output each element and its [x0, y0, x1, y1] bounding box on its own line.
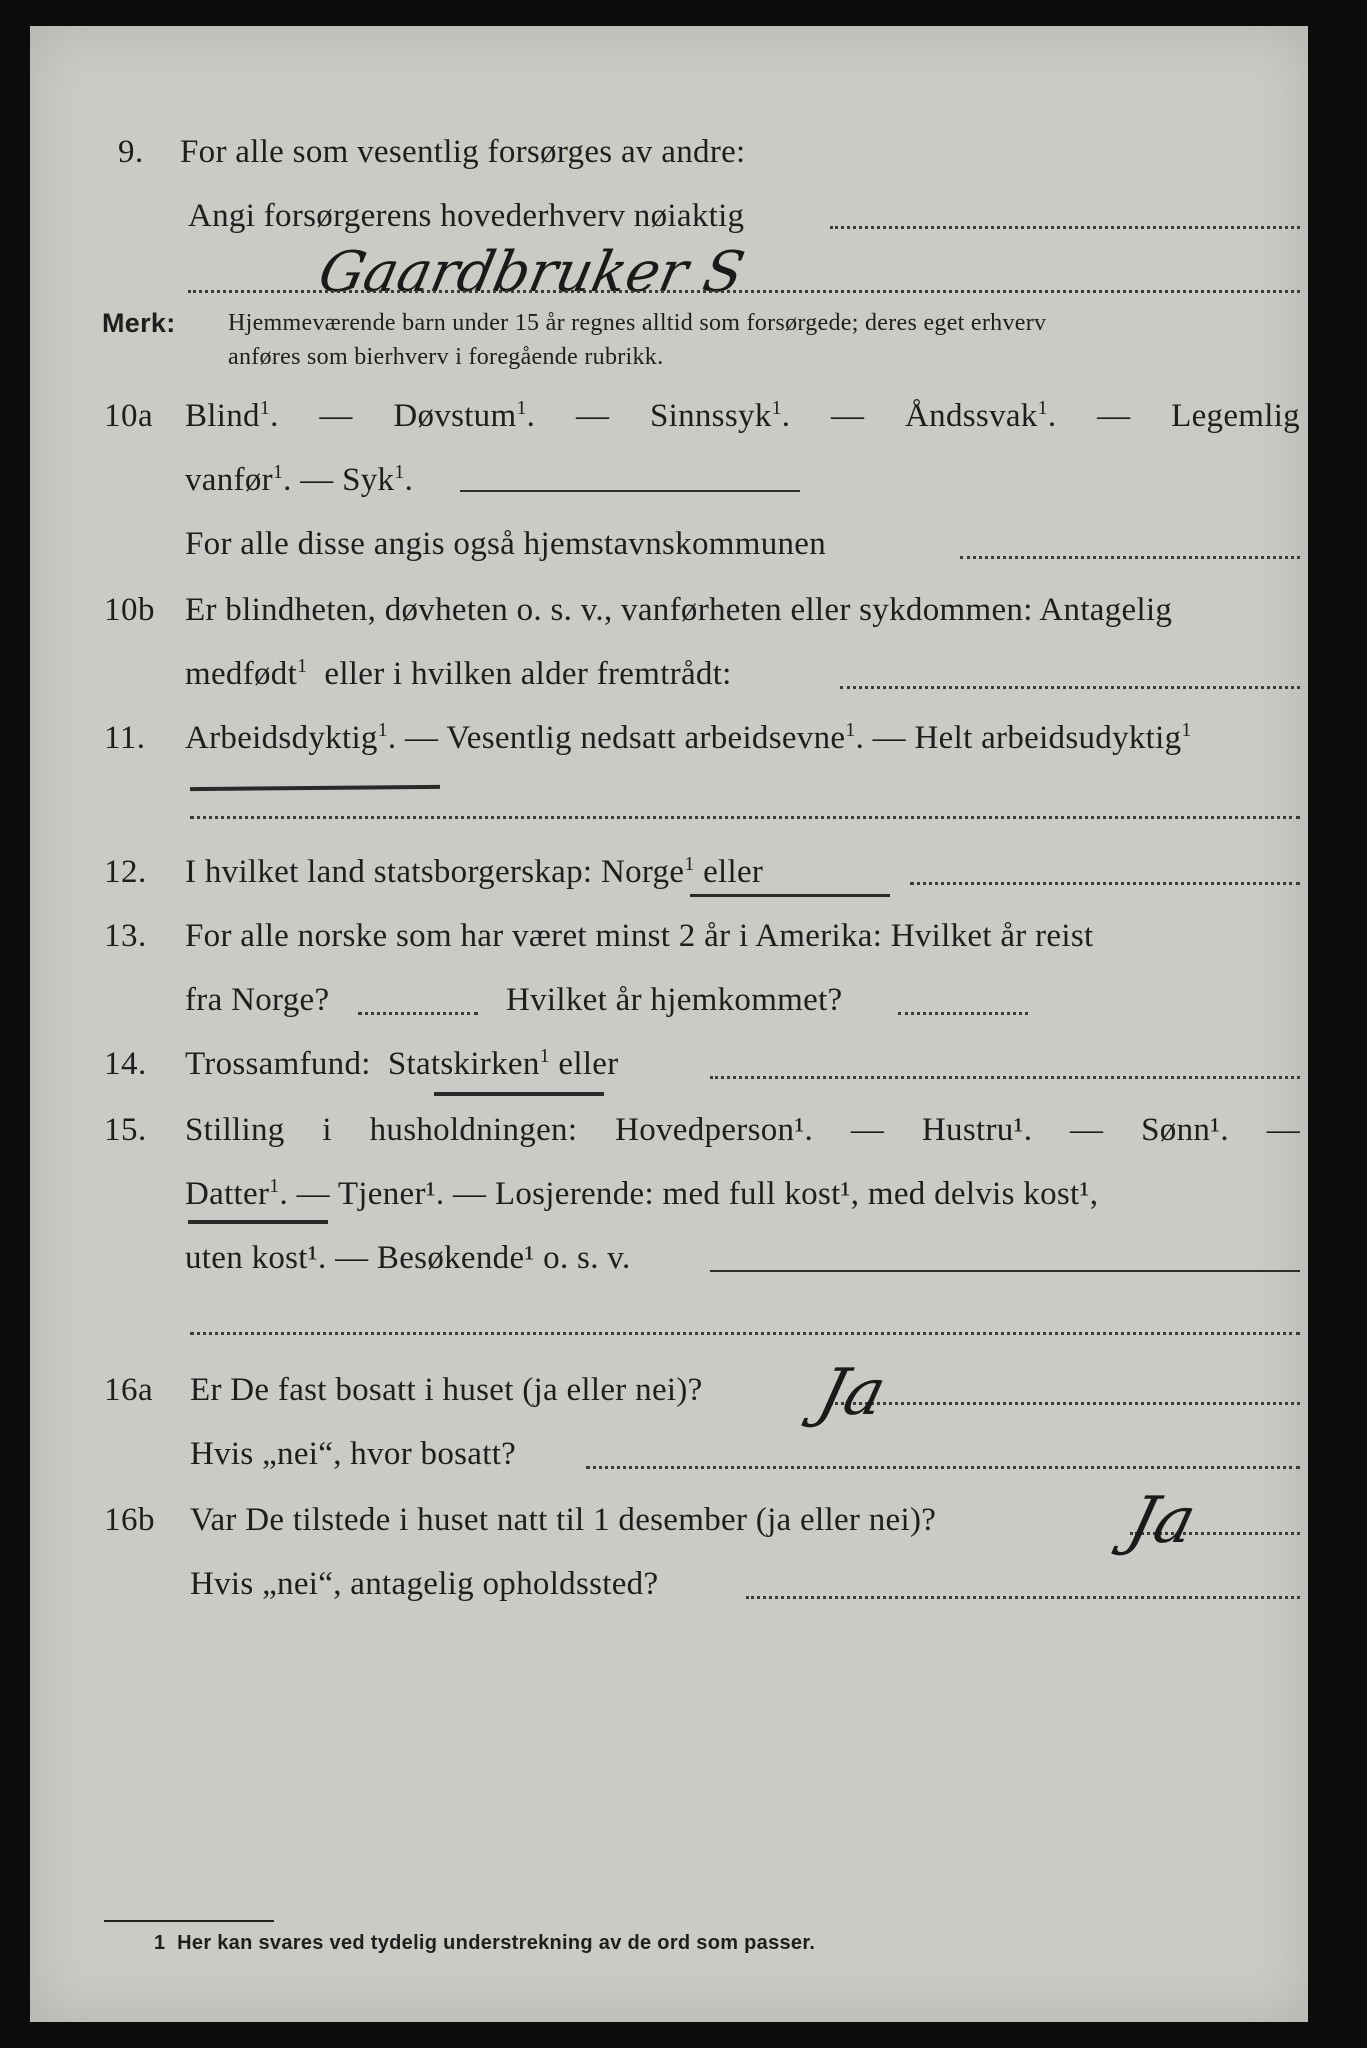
- note-line-1: Hjemmeværende barn under 15 år regnes alltid som forsørgede; deres eget erhverv: [228, 310, 1047, 336]
- note-label: Merk:: [102, 308, 176, 338]
- question-9-text: For alle som vesentlig forsørges av andre:: [180, 134, 746, 170]
- handwritten-underline: [190, 785, 440, 791]
- question-16a-line-2: Hvis „nei“, hvor bosatt?: [190, 1436, 517, 1472]
- answer-line: [188, 290, 1300, 293]
- question-16b-line-2: Hvis „nei“, antagelig opholdssted?: [190, 1566, 659, 1602]
- question-15-line-1: Stilling i husholdningen: Hovedperson¹. — Hustru¹. — Sønn¹. —: [185, 1112, 1300, 1148]
- question-11-text: Arbeidsdyktig$^1$. — Vesentlig nedsatt arbeidsevne$^1$. — Helt arbeidsudyktig$^1$: [185, 719, 1192, 756]
- question-9-number: 9.: [118, 134, 144, 170]
- question-13-number: 13.: [104, 918, 147, 954]
- answer-line: [910, 882, 1300, 885]
- handwritten-underline: [690, 894, 890, 897]
- answer-line: [830, 226, 1300, 229]
- answer-line: [840, 686, 1300, 689]
- option-norge: Norge: [600, 854, 685, 890]
- handwritten-answer-9: Gaardbruker S: [313, 240, 750, 305]
- answer-line: [358, 1012, 478, 1015]
- option-dovstum: Døvstum$^1$.: [393, 397, 536, 434]
- answer-line: [710, 1076, 1300, 1079]
- answer-line: [710, 1270, 1300, 1272]
- question-16b-number: 16b: [104, 1502, 155, 1538]
- answer-line: [898, 1012, 1028, 1015]
- question-14-text: Trossamfund: Statskirken$^1$ eller: [185, 1045, 619, 1082]
- handwritten-underline: [434, 1092, 604, 1096]
- handwritten-underline: [188, 1220, 328, 1224]
- answer-line: [190, 1332, 1300, 1335]
- question-15-number: 15.: [104, 1112, 147, 1148]
- note-line-2: anføres som bierhverv i foregående rubrikk.: [228, 344, 664, 370]
- answer-line: [460, 490, 800, 492]
- option-blind: Blind$^1$.: [185, 397, 279, 434]
- option-syk: Syk: [342, 462, 395, 498]
- option-arbeidsdyktig: Arbeidsdyktig: [185, 720, 378, 756]
- question-9-subtext: Angi forsørgerens hovederhverv nøiaktig: [188, 198, 745, 234]
- question-15-line-2: Datter$^1$. — Tjener¹. — Losjerende: med full kost¹, med delvis kost¹,: [185, 1175, 1099, 1212]
- option-udyktig: Helt arbeidsudyktig: [914, 720, 1182, 756]
- question-13-line-2b: Hvilket år hjemkommet?: [506, 982, 843, 1018]
- question-10b-number: 10b: [104, 592, 155, 628]
- question-10a-line-1: Blind$^1$. — Døvstum$^1$. — Sinnssyk$^1$. — Åndssvak$^1$. — Legemlig: [185, 397, 1300, 434]
- question-12-number: 12.: [104, 854, 147, 890]
- question-15-line-3: uten kost¹. — Besøkende¹ o. s. v.: [185, 1240, 631, 1276]
- footnote-text: Her kan svares ved tydelig understrekning av de ord som passer.: [177, 1932, 816, 1954]
- question-10a-number: 10a: [104, 398, 154, 434]
- answer-line: [190, 816, 1300, 819]
- option-sinnssyk: Sinnssyk$^1$.: [649, 397, 791, 434]
- census-form-page: [30, 26, 1308, 2022]
- option-nedsatt: Vesentlig nedsatt arbeidsevne: [446, 720, 846, 756]
- footnote-mark: 1: [154, 1932, 166, 1954]
- question-14-number: 14.: [104, 1046, 147, 1082]
- question-16a-line-1: Er De fast bosatt i huset (ja eller nei)?: [190, 1372, 703, 1408]
- handwritten-answer-16b: Ja: [1120, 1484, 1204, 1558]
- question-13-line-1: For alle norske som har været minst 2 år i Amerika: Hvilket år reist: [185, 918, 1094, 954]
- option-statskirken: Statskirken: [387, 1046, 540, 1082]
- question-11-number: 11.: [104, 720, 146, 756]
- answer-line: [586, 1466, 1300, 1469]
- question-16a-number: 16a: [104, 1372, 154, 1408]
- option-legemlig: Legemlig: [1171, 398, 1300, 434]
- answer-line: [960, 556, 1300, 559]
- handwritten-answer-16a: Ja: [810, 1356, 894, 1430]
- question-13-line-2a: fra Norge?: [185, 982, 330, 1018]
- answer-line: [830, 1402, 1300, 1405]
- question-10a-line-2: vanfør$^1$. — Syk$^1$.: [185, 461, 414, 498]
- question-12-text: I hvilket land statsborgerskap: Norge$^1$ eller: [185, 853, 764, 890]
- option-datter: Datter: [185, 1176, 270, 1212]
- question-16b-line-1: Var De tilstede i huset natt til 1 desember (ja eller nei)?: [190, 1502, 937, 1538]
- question-10b-line-2: medfødt$^1$ eller i hvilken alder fremtrådt:: [185, 655, 732, 692]
- option-andssvak: Åndssvak$^1$.: [905, 397, 1057, 434]
- question-10b-line-1: Er blindheten, døvheten o. s. v., vanførheten eller sykdommen: Antagelig: [185, 592, 1173, 628]
- footnote: [154, 1932, 815, 1955]
- footnote-rule: [104, 1920, 274, 1922]
- question-10a-line-3: For alle disse angis også hjemstavnskommunen: [185, 526, 827, 562]
- answer-line: [746, 1596, 1300, 1599]
- option-vanfor: vanfør: [185, 462, 273, 498]
